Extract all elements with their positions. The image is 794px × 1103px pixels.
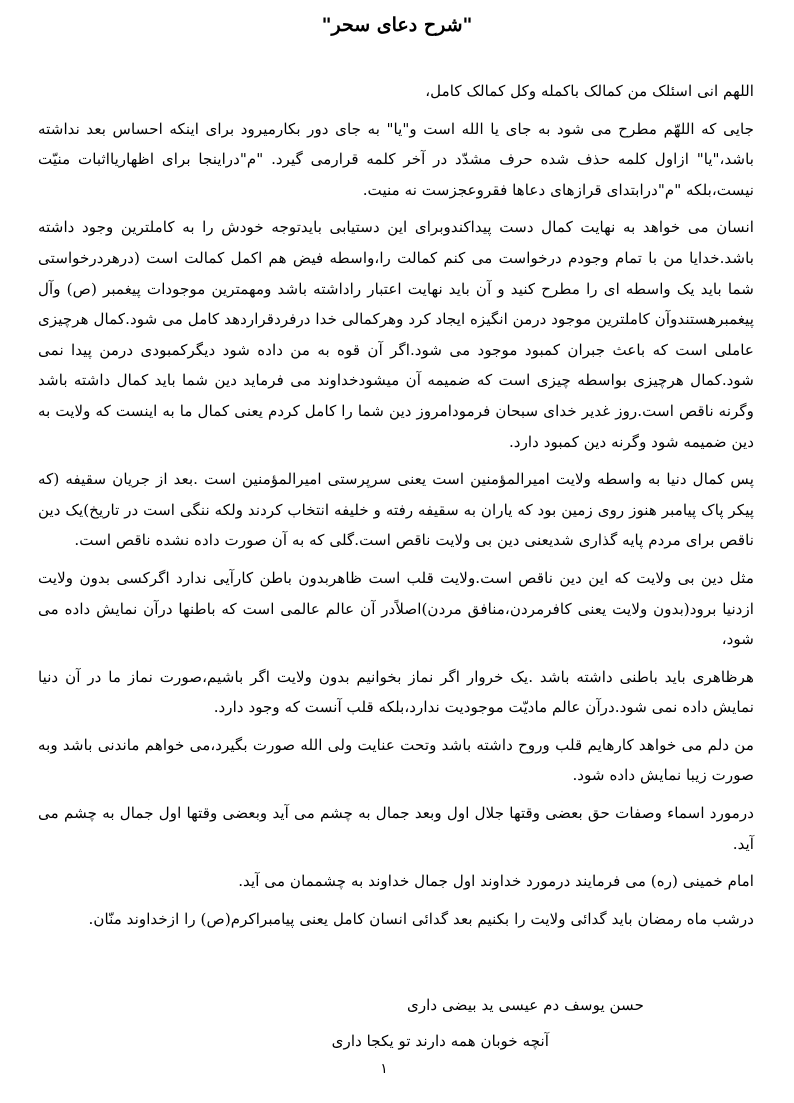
paragraph-wilayah: پس کمال دنیا به واسطه ولایت امیرالمؤمنین است یعنی سرپرستی امیرالمؤمنین است .بعد از جریان سقیفه (که پیکر پاک پیامبر هنوز روی زمین بود که یاران به سقیفه رفته و خلیفه انتخاب کردند ولکه ننگی است در تاریخ)یک دین ناقص برای مردم پایه گذاری شدیعنی دین بی ولایت ناقص است.گلی که به آن صورت داده نشده ناقص است. xyxy=(38,470,754,550)
page-number: ۱ xyxy=(380,1061,388,1077)
paragraph-religion-without-wilayah: مثل دین بی ولایت که این دین ناقص است.ولایت قلب است ظاهربدون باطن کارآیی ندارد اگرکسی بدون ولایت ازدنیا برود(بدون ولایت یعنی کافرمردن،منافق مردن)اصلاًدر آن عالم عالمی است که باطنها درآن نمایش داده می شود، xyxy=(38,568,754,649)
poem-line-2: آنچه خوبان همه دارند تو یکجا داری xyxy=(331,1032,549,1050)
paragraph-names-and-attributes: درمورد اسماء وصفات حق بعضی وقتها جلال اول وبعد جمال به چشم می آید وبعضی وقتها اول جمال به چشم می آید. xyxy=(38,804,754,853)
paragraph-heart-and-soul: من دلم می خواهد کارهایم قلب وروح داشته باشد وتحت عنایت ولی الله صورت بگیرد،می خواهم ماندنی باشد وبه صورت زیبا نمایش داده شود. xyxy=(38,735,754,785)
paragraph-ya-explanation: جایی که اللهّم مطرح می شود به جای یا الله است و"یا" به جای دور بکارمیرود برای اینکه احساس بعد نداشته باشد،"یا" ازاول کلمه حذف شده حرف مشدّد در آخر کلمه قرارمی گیرد. "م"دراینجا برای اظهاریااثبات منیّت نیست،بلکه "م"درابتدای قرازهای دعاها فقروعجزست نه منیت. xyxy=(38,119,754,199)
page-title xyxy=(0,10,794,40)
document-body xyxy=(38,76,754,941)
paragraph-human-perfection: انسان می خواهد به نهایت کمال دست پیداکندوبرای این دستیابی بایدتوجه خودش را به کاملترین وجود داشته باشد.خدایا من با تمام وجودم درخواست می کنم کمالت را،واسطه فیض هم اکمل کمالت است (درهردرخواستی شما باید یک واسطه ای را مطرح کنید و آن باید نهایت اعتبار راداشته باشد ومهمترین موجودات پیغمبر (ص) وآل پیغمبرهستندوآن کاملترین موجود درمن انگیزه ایجاد کرد وهرکمالی خدا درفردقراردهد کامل می شود.کمال هرچیزی عاملی است که باعث جبران کمبود موجود می شود.اگر آن قوه به من داده شود دیگرکمبودی درمن پیدا نمی شود.کمال هرچیزی بواسطه چیزی است که ضمیمه آن میشودخداوند می فرماید دین شما باید کمال داشته باشد وگرنه ناقص است.روز غدیر خدای سبحان فرمودامروز دین شما را کامل کردم یعنی کمال ما به اینست که ولایت به دین ضمیمه شود وگرنه دین کمبود دارد. xyxy=(38,218,754,451)
paragraph-imam-khomeini: امام خمینی (ره) می فرمایند درمورد خداوند اول جمال خداوند به چشممان می آید. xyxy=(238,872,754,891)
paragraph-ramadan-night: درشب ماه رمضان باید گدائی ولایت را بکنیم بعد گدائی انسان کامل یعنی پیامبراکرم(ص) را ازخداوند منّان. xyxy=(88,909,754,928)
paragraph-inner-essence: هرظاهری باید باطنی داشته باشد .یک خروار اگر نماز بخوانیم بدون ولایت اگر باشیم،صورت نماز ما در آن دنیا نمایش داده نمی شود.درآن عالم مادیّت موجودیت ندارد،بلکه قلب آنست که وجود دارد. xyxy=(38,667,754,717)
poem-line-1: حسن یوسف دم عیسی ید بیضی داری xyxy=(406,996,644,1014)
title-text: شرح دعای سحر xyxy=(331,14,463,36)
paragraph-opening-prayer: اللهم انی اسئلک من کمالک باکمله وکل کمالک کامل، xyxy=(425,82,754,100)
title-quote-close: " xyxy=(321,14,332,36)
title-quote-open: " xyxy=(462,14,473,36)
